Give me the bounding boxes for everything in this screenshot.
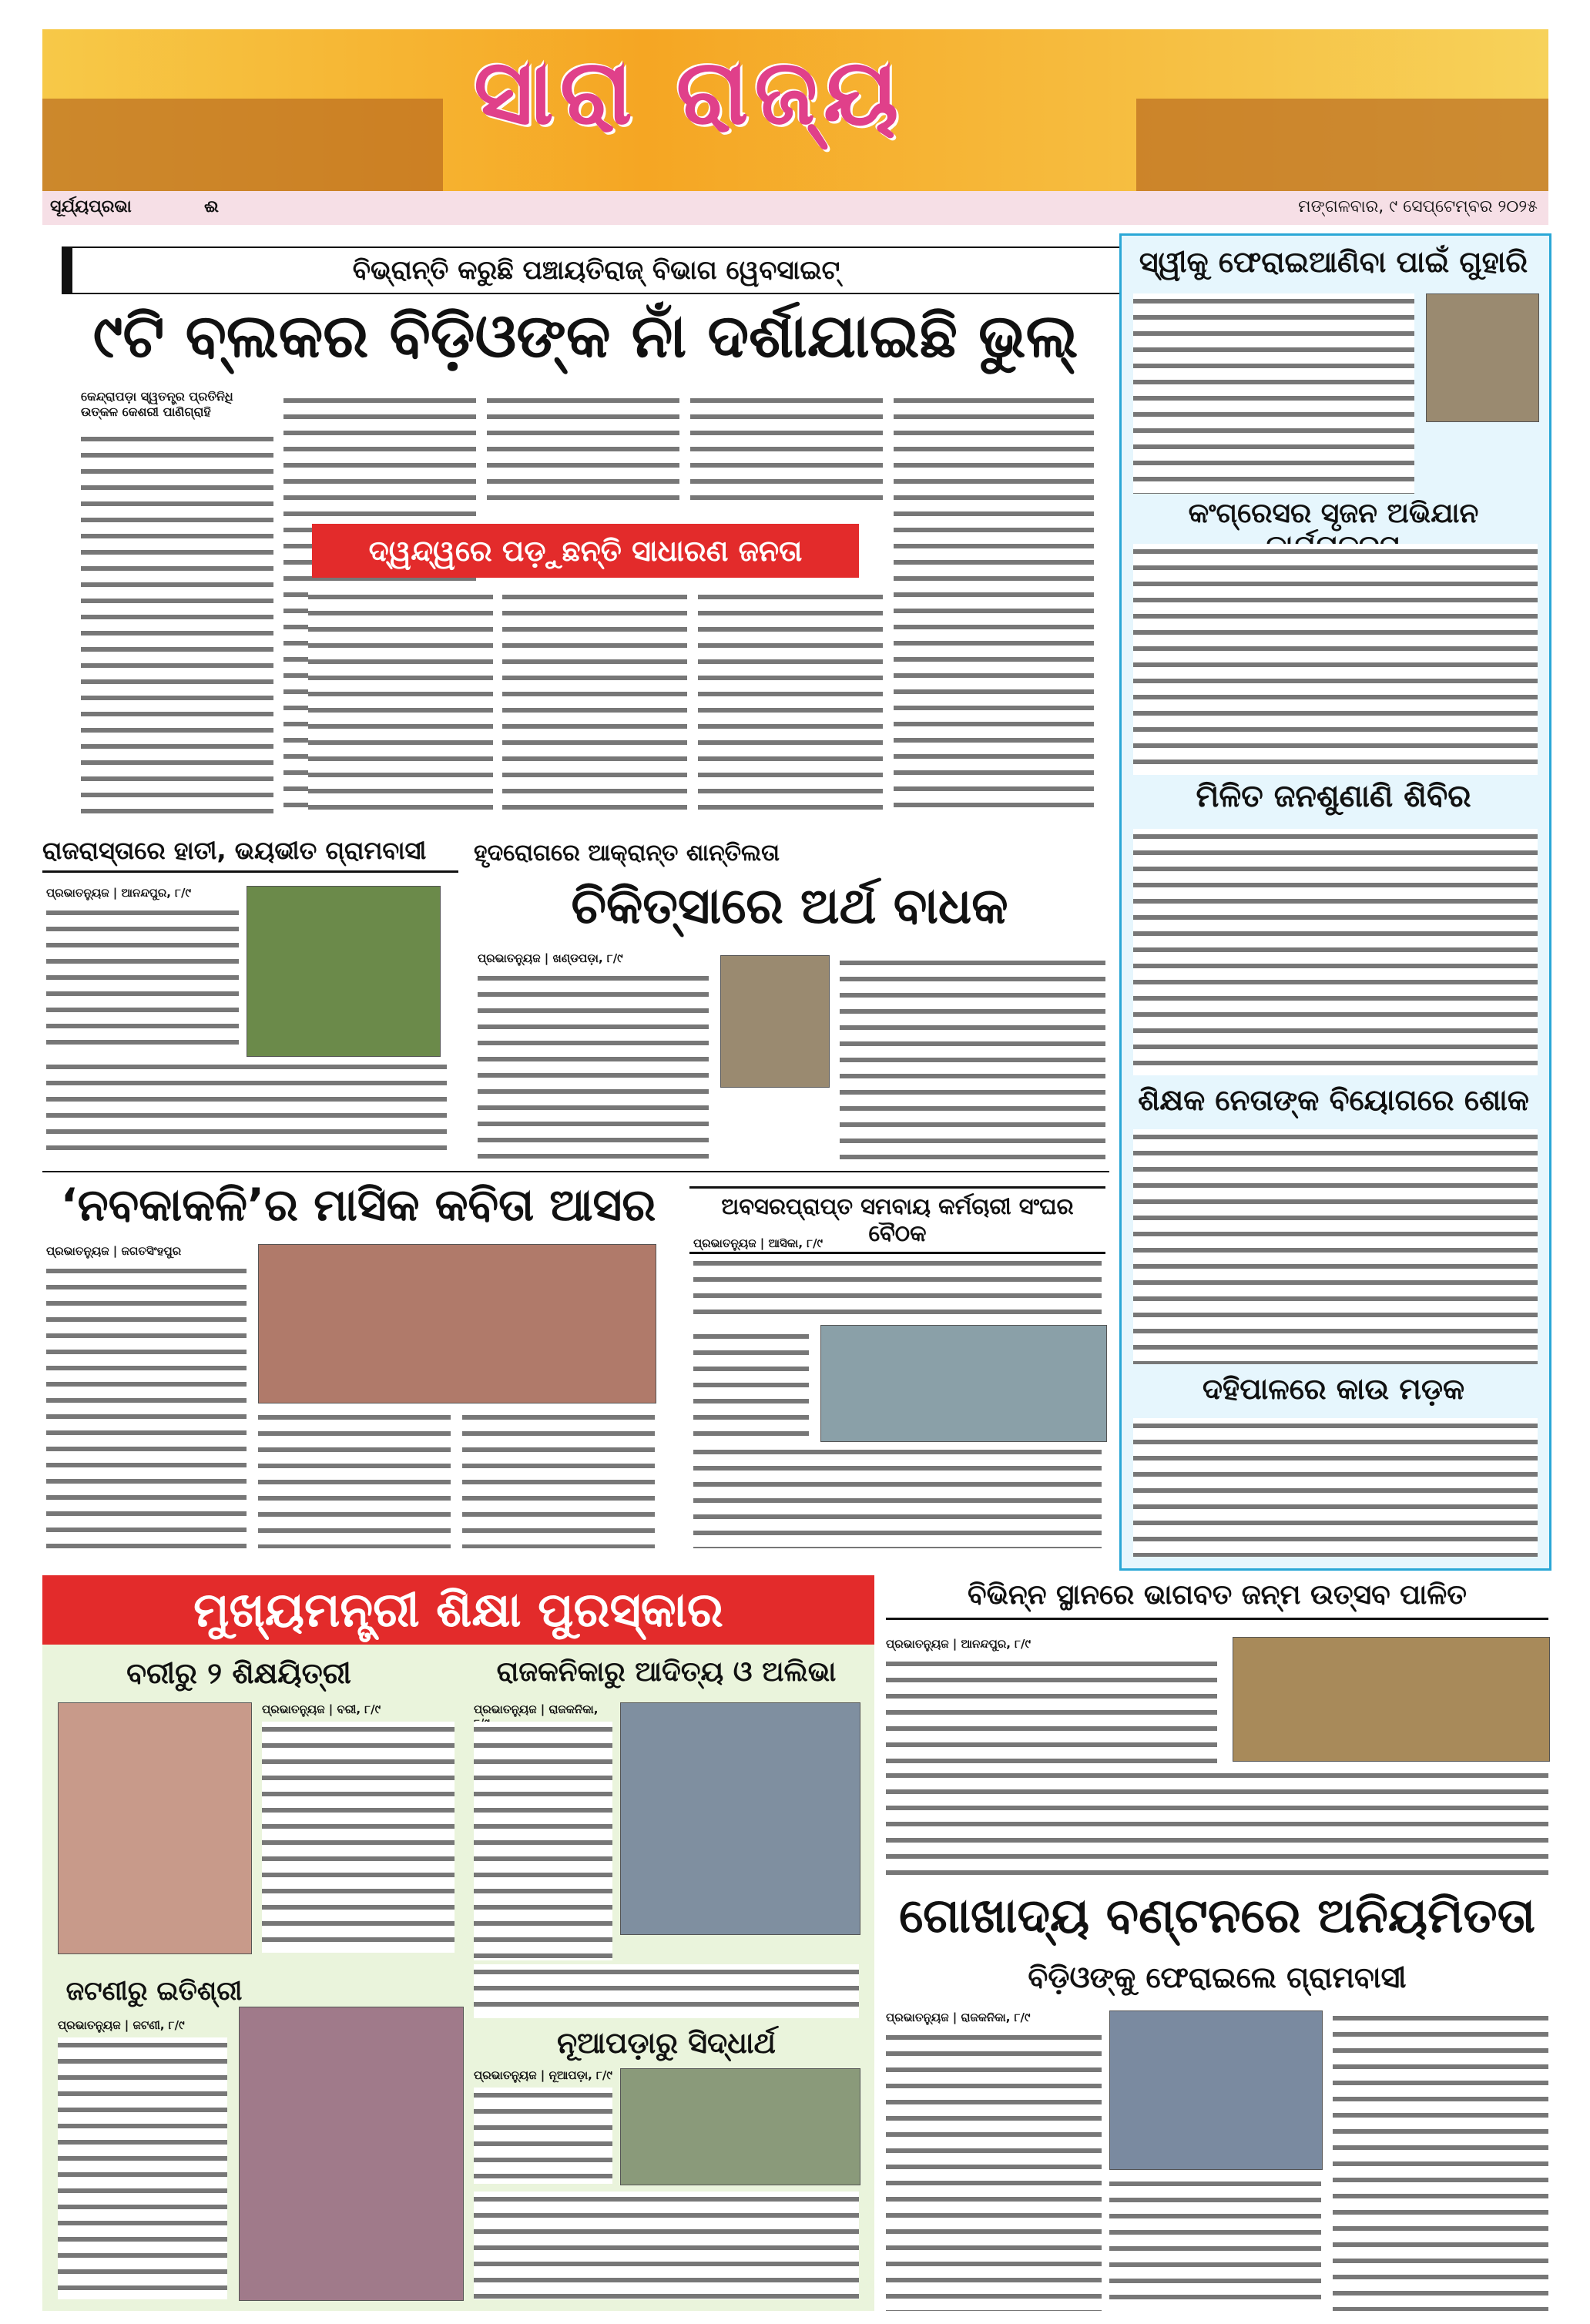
fodder-photo bbox=[1109, 2010, 1323, 2170]
award-text-1 bbox=[262, 1722, 455, 1953]
fodder-headline: ଗୋଖାଦ୍ୟ ବଣ୍ଟନରେ ଅନିୟମିତତା bbox=[899, 1887, 1535, 1943]
elephant-headline: ରାଜରାସ୍ତାରେ ହାତୀ, ଭୟଭୀତ ଗ୍ରାମବାସୀ bbox=[42, 836, 458, 873]
elephant-text-a bbox=[46, 905, 239, 1051]
award-dateline-2: ପ୍ରଭାତନ୍ୟୁଜ | ରାଜକନିକା, bbox=[474, 1702, 599, 1716]
award-head-1: ବରୀରୁ ୨ ଶିକ୍ଷୟିତ୍ରୀ bbox=[126, 1656, 351, 1690]
retired-text-b bbox=[693, 1329, 809, 1437]
bhagabat-dateline: ପ୍ରଭାତନ୍ୟୁଜ | ଆନନ୍ଦପୁର, ୮/୯ bbox=[886, 1637, 1031, 1651]
portrait-photo bbox=[1426, 293, 1539, 422]
retired-photo bbox=[820, 1325, 1107, 1442]
temple-skyline-right bbox=[1136, 99, 1548, 191]
heart-kicker: ହୃଦରୋଗରେ ଆକ୍ରାନ୍ତ ଶାନ୍ତିଲତା bbox=[474, 840, 780, 867]
award-dateline-1: ପ୍ରଭାତନ୍ୟୁଜ | ବରୀ, ୮/୯ bbox=[262, 1702, 381, 1716]
elephant-text-b bbox=[46, 1059, 447, 1159]
lead-col-3b bbox=[502, 589, 687, 817]
side-text-1 bbox=[1133, 293, 1414, 494]
heart-dateline: ପ୍ରଭାତନ୍ୟୁଜ | ଖଣ୍ଡପଡ଼ା, ୮/୯ bbox=[478, 951, 623, 965]
side-text-3 bbox=[1133, 829, 1538, 1075]
heart-headline: ଚିକିତ୍ସାରେ ଅର୍ଥ ବାଧକ bbox=[571, 878, 1008, 935]
fodder-text-c bbox=[1333, 2010, 1548, 2311]
side-head-3: ମିଳିତ ଜନଶୁଣାଣି ଶିବିର bbox=[1196, 779, 1471, 814]
lead-byline-text: କେନ୍ଦ୍ରାପଡ଼ା ସ୍ୱତନ୍ତ୍ର ପ୍ରତିନିଧି bbox=[81, 389, 233, 404]
award-photo-3 bbox=[239, 2007, 464, 2301]
fodder-subhead: ବିଡ଼ିଓଙ୍କୁ ଫେରାଇଲେ ଗ୍ରାମବାସୀ bbox=[1028, 1960, 1407, 1994]
elephant-dateline: ପ୍ରଭାତନ୍ୟୁଜ | ଆନନ୍ଦପୁର, ୮/୯ bbox=[46, 886, 191, 900]
poetry-photo bbox=[258, 1244, 656, 1403]
retired-dateline: ପ୍ରଭାତନ୍ୟୁଜ | ଆସିକା, ୮/୯ bbox=[693, 1236, 823, 1250]
side-column bbox=[1119, 233, 1551, 1571]
award-head-4: ନୂଆପଡ଼ାରୁ ସିଦ୍ଧାର୍ଥ bbox=[557, 2026, 776, 2060]
bhagabat-headline: ବିଭିନ୍ନ ସ୍ଥାନରେ ଭାଗବତ ଜନ୍ମ ଉତ୍ସବ ପାଳିତ bbox=[886, 1579, 1548, 1620]
lead-col-1 bbox=[81, 431, 273, 817]
elephant-photo bbox=[247, 886, 441, 1057]
side-text-5 bbox=[1133, 1418, 1538, 1557]
poetry-text-b bbox=[258, 1410, 451, 1548]
fodder-text-a bbox=[886, 2030, 1102, 2311]
temple-skyline-left bbox=[42, 99, 443, 191]
lead-col-3a bbox=[487, 393, 679, 501]
fodder-dateline: ପ୍ରଭାତନ୍ୟୁଜ | ରାଜକନିକା, ୮/୯ bbox=[886, 2010, 1031, 2024]
poetry-text-a bbox=[46, 1263, 247, 1548]
heart-text-b bbox=[840, 955, 1105, 1163]
lead-col-5 bbox=[894, 393, 1094, 817]
lead-byline bbox=[81, 389, 281, 420]
retired-text-a bbox=[693, 1256, 1102, 1325]
award-text-4a bbox=[474, 2088, 612, 2184]
award-text-3 bbox=[58, 2037, 227, 2299]
lead-headline: ୯ଟି ବ୍ଲକର ବିଡ଼ିଓଙ୍କ ନାଁ ଦର୍ଶାଯାଇଛି ଭୁଲ୍ bbox=[92, 302, 1078, 371]
lead-author: ଉତ୍କଳ କେଶରୀ ପାଣିଗ୍ରାହି bbox=[81, 404, 211, 419]
side-text-2 bbox=[1133, 544, 1538, 775]
fodder-text-b bbox=[1109, 2176, 1321, 2311]
poetry-dateline: ପ୍ରଭାତନ୍ୟୁଜ | ଜଗତସିଂହପୁର bbox=[46, 1244, 182, 1258]
award-text-2a bbox=[474, 1722, 612, 1960]
award-text-4b bbox=[474, 2192, 859, 2299]
page-label: ଈ bbox=[204, 197, 219, 216]
side-head-4: ଶିକ୍ଷକ ନେତାଙ୍କ ବିୟୋଗରେ ଶୋକ bbox=[1138, 1083, 1529, 1117]
award-head-2: ରାଜକନିକାରୁ ଆଦିତ୍ୟ ଓ ଅଲିଭା bbox=[496, 1656, 837, 1688]
heart-text-a bbox=[478, 971, 709, 1163]
lead-col-4b bbox=[698, 589, 883, 817]
issue-date: ମଙ୍ଗଳବାର, ୯ ସେପ୍ଟେମ୍ବର ୨୦୨୫ bbox=[1298, 197, 1538, 216]
poetry-text-c bbox=[462, 1410, 655, 1548]
award-text-2b bbox=[474, 1964, 859, 2018]
lead-kicker-box bbox=[62, 246, 1122, 294]
poetry-headline: ‘ନବକାକଳି’ର ମାସିକ କବିତା ଆସର bbox=[60, 1179, 656, 1231]
date-band bbox=[42, 191, 1548, 225]
award-photo-2 bbox=[620, 1702, 860, 1935]
side-head-2: କଂଗ୍ରେସର ସୃଜନ ଅଭିଯାନ bbox=[1188, 498, 1479, 529]
award-dateline-4: ପ୍ରଭାତନ୍ୟୁଜ | ନୂଆପଡ଼ା, ୮/୯ bbox=[474, 2068, 612, 2082]
lead-callout: ଦ୍ୱନ୍ଦ୍ୱରେ ପଡ଼ୁଛନ୍ତି ସାଧାରଣ ଜନତା bbox=[312, 524, 859, 578]
award-photo-4 bbox=[620, 2068, 860, 2185]
award-head-3: ଜଟଣୀରୁ ଇତିଶ୍ରୀ bbox=[65, 1976, 243, 2007]
side-head-5: ଦହିପାଳରେ କାଉ ମଡ଼କ bbox=[1202, 1372, 1465, 1406]
paper-name: ସୂର୍ଯ୍ୟପ୍ରଭା bbox=[50, 197, 132, 216]
bhagabat-text-b bbox=[886, 1768, 1548, 1883]
award-section bbox=[42, 1575, 874, 2311]
lead-col-2b bbox=[308, 589, 493, 817]
award-dateline-3: ପ୍ରଭାତନ୍ୟୁଜ | ଜଟଣୀ, ୮/୯ bbox=[58, 2018, 185, 2032]
lead-kicker: ବିଭ୍ରାନ୍ତି କରୁଛି ପଞ୍ଚାୟତିରାଜ୍ ବିଭାଗ ୱେବସାଇଟ୍ bbox=[352, 255, 840, 286]
bhagabat-photo bbox=[1233, 1637, 1550, 1762]
side-text-4 bbox=[1133, 1129, 1538, 1364]
retired-text-c bbox=[693, 1444, 1102, 1548]
lead-col-4a bbox=[690, 393, 883, 501]
heart-patient-photo bbox=[720, 955, 830, 1088]
retired-headline: ଅବସରପ୍ରାପ୍ତ ସମବାୟ କର୍ମଚାରୀ ସଂଘର ବୈଠକ bbox=[689, 1186, 1105, 1254]
award-banner: ମୁଖ୍ୟମନ୍ତ୍ରୀ ଶିକ୍ଷା ପୁରସ୍କାର bbox=[42, 1575, 874, 1645]
masthead-title: ସାରା ରାଜ୍ୟ bbox=[474, 39, 905, 145]
bhagabat-text-a bbox=[886, 1656, 1217, 1764]
masthead-banner bbox=[42, 29, 1548, 191]
side-head-1: ସ୍ୱୀକୁ ଫେରାଇଆଣିବା ପାଇଁ ଗୁହାରି bbox=[1139, 245, 1528, 279]
section-rule bbox=[42, 1171, 1109, 1172]
award-photo-1 bbox=[58, 1702, 252, 1954]
